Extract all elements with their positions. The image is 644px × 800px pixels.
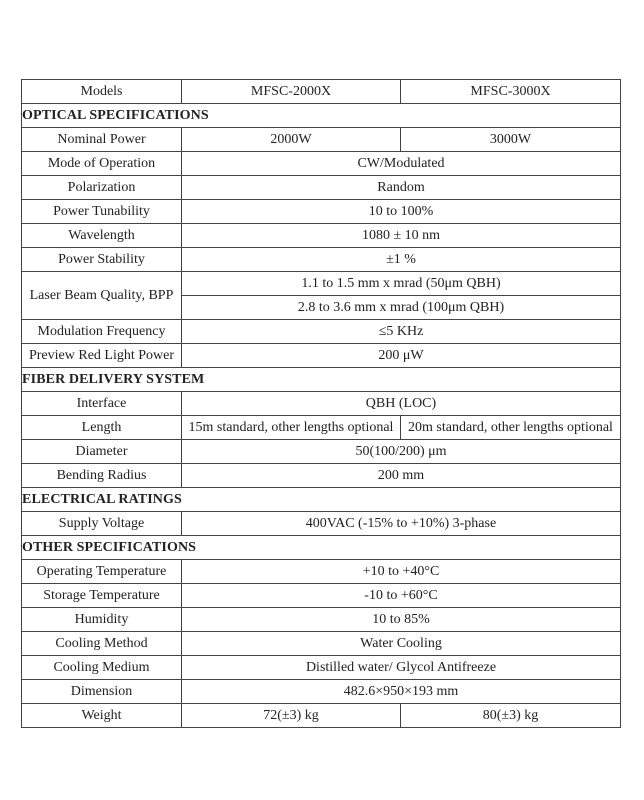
table-row (22, 272, 621, 296)
row-value: 10 to 85% (182, 608, 621, 632)
row-label: Preview Red Light Power (22, 344, 182, 368)
row-label: Dimension (22, 680, 182, 704)
row-label: Power Stability (22, 248, 182, 272)
table-row (22, 152, 621, 176)
table-row (22, 80, 621, 104)
row-label: Storage Temperature (22, 584, 182, 608)
row-label: Nominal Power (22, 128, 182, 152)
row-label: Cooling Medium (22, 656, 182, 680)
table-row (22, 416, 621, 440)
section-fiber: FIBER DELIVERY SYSTEM (22, 368, 621, 392)
table-row (22, 584, 621, 608)
table-row (22, 344, 621, 368)
row-value-b: 20m standard, other lengths optional (401, 416, 621, 440)
row-label: Operating Temperature (22, 560, 182, 584)
table-row (22, 656, 621, 680)
row-label: Diameter (22, 440, 182, 464)
table-row (22, 680, 621, 704)
row-value: CW/Modulated (182, 152, 621, 176)
row-label: Humidity (22, 608, 182, 632)
row-value: 1080 ± 10 nm (182, 224, 621, 248)
section-row (22, 368, 621, 392)
table-row (22, 320, 621, 344)
row-value: 482.6×950×193 mm (182, 680, 621, 704)
row-value: 10 to 100% (182, 200, 621, 224)
row-label: Laser Beam Quality, BPP (22, 272, 182, 320)
row-value: QBH (LOC) (182, 392, 621, 416)
row-label: Mode of Operation (22, 152, 182, 176)
table-row (22, 440, 621, 464)
row-value: 200 μW (182, 344, 621, 368)
section-row (22, 536, 621, 560)
row-label: Wavelength (22, 224, 182, 248)
row-label: Weight (22, 704, 182, 728)
row-value-b: 80(±3) kg (401, 704, 621, 728)
row-label: Bending Radius (22, 464, 182, 488)
row-label: Modulation Frequency (22, 320, 182, 344)
section-electrical: ELECTRICAL RATINGS (22, 488, 621, 512)
table-row (22, 392, 621, 416)
row-value: 2.8 to 3.6 mm x mrad (100μm QBH) (182, 296, 621, 320)
header-model-a: MFSC-2000X (182, 80, 401, 104)
row-value: Random (182, 176, 621, 200)
header-models: Models (22, 80, 182, 104)
row-value: Water Cooling (182, 632, 621, 656)
table-row (22, 176, 621, 200)
table-row (22, 704, 621, 728)
row-label: Interface (22, 392, 182, 416)
row-label: Supply Voltage (22, 512, 182, 536)
row-value: 1.1 to 1.5 mm x mrad (50μm QBH) (182, 272, 621, 296)
table-row (22, 632, 621, 656)
section-row (22, 104, 621, 128)
table-row (22, 248, 621, 272)
row-value: 400VAC (-15% to +10%) 3-phase (182, 512, 621, 536)
row-value: +10 to +40°C (182, 560, 621, 584)
spec-table (21, 79, 621, 728)
row-value: 50(100/200) μm (182, 440, 621, 464)
section-optical: OPTICAL SPECIFICATIONS (22, 104, 621, 128)
table-row (22, 128, 621, 152)
row-value: -10 to +60°C (182, 584, 621, 608)
table-row (22, 608, 621, 632)
row-label: Polarization (22, 176, 182, 200)
section-row (22, 488, 621, 512)
row-value: ≤5 KHz (182, 320, 621, 344)
row-value-a: 15m standard, other lengths optional (182, 416, 401, 440)
row-label: Length (22, 416, 182, 440)
row-value: 200 mm (182, 464, 621, 488)
row-value-b: 3000W (401, 128, 621, 152)
row-value: ±1 % (182, 248, 621, 272)
row-value: Distilled water/ Glycol Antifreeze (182, 656, 621, 680)
header-model-b: MFSC-3000X (401, 80, 621, 104)
row-label: Power Tunability (22, 200, 182, 224)
section-other: OTHER SPECIFICATIONS (22, 536, 621, 560)
row-label: Cooling Method (22, 632, 182, 656)
table-row (22, 464, 621, 488)
row-value-a: 72(±3) kg (182, 704, 401, 728)
table-row (22, 560, 621, 584)
table-row (22, 512, 621, 536)
row-value-a: 2000W (182, 128, 401, 152)
table-row (22, 200, 621, 224)
table-row (22, 224, 621, 248)
